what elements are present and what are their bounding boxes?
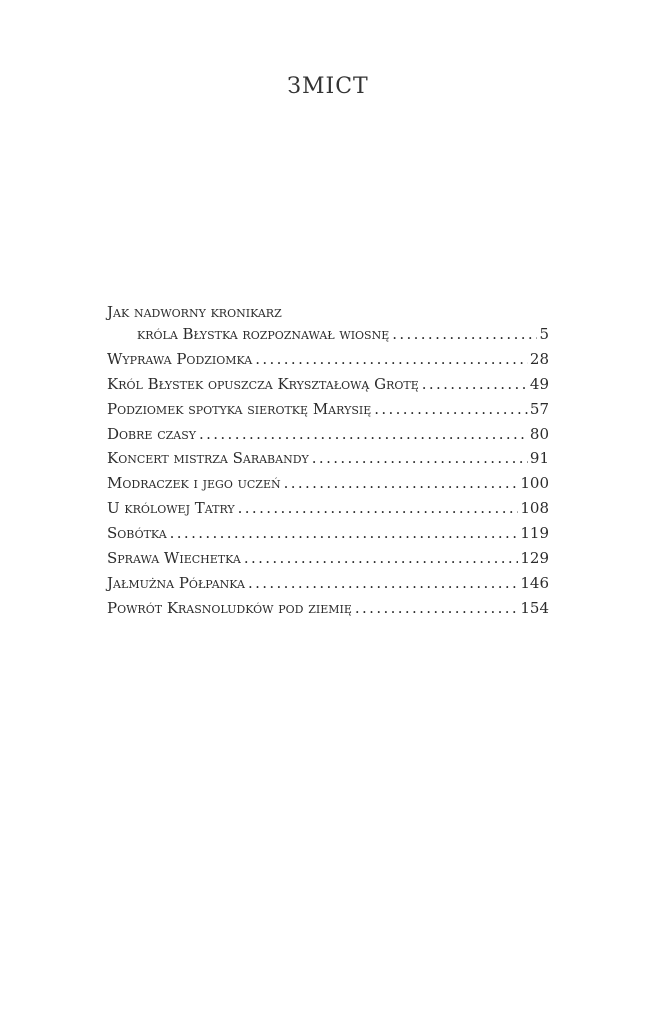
toc-entry-3 bbox=[107, 375, 549, 400]
toc-entry-page: 100 bbox=[520, 474, 549, 493]
toc-entry-8 bbox=[107, 499, 549, 524]
toc-entry-title: Modraczek i jego uczeń bbox=[107, 474, 281, 493]
toc-entry-4 bbox=[107, 400, 549, 425]
dot-leader bbox=[244, 549, 519, 567]
toc-entry-page: 91 bbox=[529, 449, 549, 468]
toc-entry-title: Jałmużna Półpanka bbox=[107, 573, 245, 592]
dot-leader bbox=[170, 524, 519, 542]
toc-entry-1-line1 bbox=[107, 303, 549, 325]
page-title: ЗМІСТ bbox=[287, 74, 369, 99]
toc-entry-page: 28 bbox=[529, 349, 549, 368]
dot-leader bbox=[284, 474, 519, 492]
dot-leader bbox=[422, 375, 528, 393]
toc-entry-page: 129 bbox=[520, 549, 549, 568]
toc-entry-title: Król Błystek opuszcza Kryształową Grotę bbox=[107, 374, 419, 393]
toc-entry-title: Jak nadworny kronikarz bbox=[107, 303, 282, 321]
toc-entry-page: 146 bbox=[520, 573, 549, 592]
toc-entry-title: Wyprawa Podziomka bbox=[107, 349, 253, 368]
toc-entry-2 bbox=[107, 350, 549, 375]
toc-entry-page: 80 bbox=[529, 424, 549, 443]
dot-leader bbox=[255, 350, 528, 368]
dot-leader bbox=[238, 499, 519, 517]
dot-leader bbox=[312, 449, 528, 467]
dot-leader bbox=[199, 425, 528, 443]
table-of-contents bbox=[107, 303, 549, 624]
toc-entry-title: Podziomek spotyka sierotkę Marysię bbox=[107, 399, 372, 418]
dot-leader bbox=[355, 599, 518, 617]
toc-entry-title: Dobre czasy bbox=[107, 424, 197, 443]
toc-entry-title: Koncert mistrza Sarabandy bbox=[107, 449, 309, 468]
toc-entry-page: 119 bbox=[520, 524, 549, 543]
toc-entry-7 bbox=[107, 474, 549, 499]
dot-leader bbox=[392, 325, 537, 343]
toc-entry-title: Sprawa Wiechetka bbox=[107, 549, 241, 568]
toc-entry-6 bbox=[107, 449, 549, 474]
toc-entry-title: Sobótka bbox=[107, 524, 167, 543]
toc-entry-5 bbox=[107, 425, 549, 450]
toc-entry-9 bbox=[107, 524, 549, 549]
toc-entry-12 bbox=[107, 599, 549, 624]
toc-entry-title: Powrót Krasnoludków pod ziemię bbox=[107, 598, 352, 617]
toc-entry-title: U królowej Tatry bbox=[107, 499, 235, 518]
toc-entry-1 bbox=[107, 325, 549, 350]
toc-entry-page: 57 bbox=[529, 399, 549, 418]
toc-entry-11 bbox=[107, 574, 549, 599]
toc-entry-page: 108 bbox=[520, 499, 549, 518]
toc-entry-10 bbox=[107, 549, 549, 574]
toc-entry-page: 5 bbox=[539, 325, 549, 343]
toc-entry-page: 154 bbox=[520, 598, 549, 617]
dot-leader bbox=[248, 574, 518, 592]
toc-entry-page: 49 bbox=[529, 374, 549, 393]
toc-entry-title: króla Błystka rozpoznawał wiosnę bbox=[137, 325, 390, 343]
dot-leader bbox=[374, 400, 528, 418]
